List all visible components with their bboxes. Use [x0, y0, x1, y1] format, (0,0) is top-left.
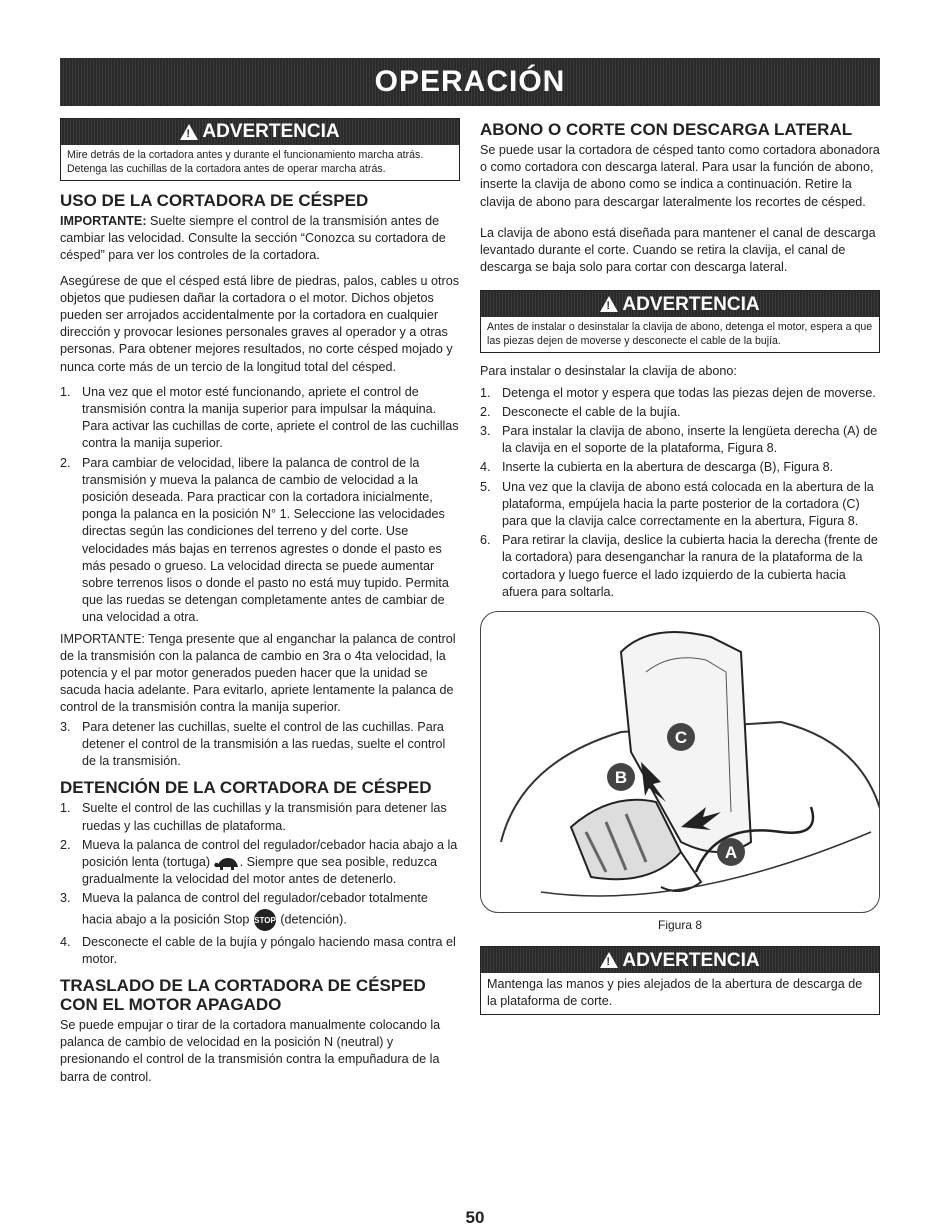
warning-box-discharge	[480, 946, 880, 1015]
right-column	[480, 118, 880, 1025]
list-item: 4. Inserte la cubierta en la abertura de descarga (B), Figura 8.	[480, 460, 834, 475]
warning-text: Mantenga las manos y pies alejados de la abertura de descarga de la plataforma de corte.	[487, 977, 863, 1009]
numbered-list	[60, 719, 460, 771]
warning-triangle-icon	[600, 952, 618, 968]
list-item: 3. Mueva la palanca de control del regulador/cebador totalmente hacia abajo a la posición Stop STOP (detención).	[60, 890, 460, 931]
warning-label: ADVERTENCIA	[622, 949, 760, 971]
mulch-plug-drawing	[481, 612, 880, 912]
important-text: Suelte siempre el control de la transmisión antes de cambiar las velocidad. Consulte la sección “Conozca su cortadora de césped” para ver los controles de la cortadora.	[60, 214, 446, 263]
warning-text: Antes de instalar o desinstalar la clavija de abono, detenga el motor, espera a que las piezas dejen de moverse y desconecte el cable de la bujía.	[487, 321, 873, 348]
list-item: 2. Mueva la palanca de control del regulador/cebador hacia abajo a la posición lenta (tortuga) . Siempre que sea posible, reduzca gradualmente la velocidad del motor antes de detenerlo.	[60, 837, 458, 887]
list-item: 3. Para detener las cuchillas, suelte el control de las cuchillas. Para detener el control de la transmisión a las ruedas, suelte el control de la transmisión.	[60, 719, 446, 769]
list-item: 1. Suelte el control de las cuchillas y la transmisión para detener las ruedas y las cuchillas de plataforma.	[60, 801, 447, 833]
list-item: 1. Una vez que el motor esté funcionando, apriete el control de transmisión contra la manija superior para impulsar la máquina. Para activar las cuchillas de corte, apriete el control de las cuchillas contra la manija superior.	[60, 384, 459, 451]
warning-header	[61, 119, 459, 145]
figure-label-b: B	[614, 768, 628, 788]
important-label: IMPORTANTE:	[60, 214, 147, 228]
warning-label: ADVERTENCIA	[622, 293, 760, 315]
paragraph: Se puede usar la cortadora de césped tanto como cortadora abonadora o como cortadora con descarga lateral. Para usar la función de abono, inserte la clavija de abono como se indica a continuación. Retire la clavija de abono para descargar lateralmente los recortes de césped.	[480, 143, 880, 209]
warning-header	[481, 291, 879, 317]
paragraph: Se puede empujar o tirar de la cortadora manualmente colocando la palanca de cambio de velocidad en la posición N (neutral) y presionando el control de la transmisión contra la empuñadura de la barra de control.	[60, 1017, 441, 1084]
warning-triangle-icon	[180, 124, 198, 140]
page-number: 50	[465, 1208, 485, 1227]
warning-label: ADVERTENCIA	[202, 121, 340, 143]
numbered-list	[60, 384, 460, 627]
list-item: 5. Una vez que la clavija de abono está colocada en la abertura de la plataforma, empújela hacia la parte posterior de la cortadora (C) para que la clavija calce correctamente en la abertura, Figura 8.	[480, 479, 874, 529]
numbered-list	[60, 800, 460, 968]
section-heading-detencion: DETENCIÓN DE LA CORTADORA DE CÉSPED	[60, 778, 432, 798]
warning-text: Mire detrás de la cortadora antes y durante el funcionamiento marcha atrás. Detenga las cuchillas de la cortadora antes de operar marcha atrás.	[67, 149, 424, 175]
list-item: 6. Para retirar la clavija, deslice la cubierta hacia la derecha (frente de la cortadora) para desenganchar la ranura de la plataforma de la cortadora y luego fuerce el lado izquierdo de la cubierta hacia afuera para soltarla.	[480, 533, 878, 599]
paragraph: IMPORTANTE: Tenga presente que al enganchar la palanca de control de la transmisión con la palanca de cambio en 3ra o 4ta velocidad, la potencia y el par motor generados pueden hacer que la unidad se sacuda hacia adelante. Para evitarlo, apriete lentamente la palanca de control de la transmisión contra la manija superior.	[60, 631, 456, 715]
list-item: 3. Para instalar la clavija de abono, inserte la lengüeta derecha (A) de la clavija en el soporte de la plataforma, Figura 8.	[480, 424, 878, 456]
list-item: 1. Detenga el motor y espera que todas las piezas dejen de moverse.	[480, 385, 876, 400]
figure-label-a: A	[724, 843, 738, 863]
warning-box-mulch	[480, 290, 880, 353]
paragraph: La clavija de abono está diseñada para mantener el canal de descarga levantado durante el corte. Cuando se retira la clavija, el canal de descarga se baja solo para cortar con descarga lateral.	[480, 225, 876, 275]
warning-box-reverse	[60, 118, 460, 181]
warning-header	[481, 947, 879, 973]
figure-8-illustration	[480, 611, 880, 913]
paragraph	[60, 213, 460, 265]
section-heading-traslado: TRASLADO DE LA CORTADORA DE CÉSPED CON EL MOTOR APAGADO	[60, 975, 426, 1014]
figure-label-c: C	[674, 728, 688, 748]
left-column	[60, 118, 460, 1094]
list-item: 2. Para cambiar de velocidad, libere la palanca de control de la transmisión y mueva la palanca de cambio de velocidad a la posición deseada. Para practicar con la cortadora inicialmente, ponga la palanca en la posición N° 1. Seleccione las velocidades directas según las condiciones del terreno y del corte. Use velocidades más bajas en terrenos agrestes o donde el pasto es más pesado o grueso. La velocidad directa se puede aumentar sobre terrenos lisos o donde el pasto no está muy tupido. Permita que las ruedas se detengan completamente antes de cambiar de una velocidad a otra.	[60, 455, 449, 625]
list-item: 2. Desconecte el cable de la bujía.	[480, 404, 681, 419]
stop-icon	[253, 908, 277, 932]
list-item: 4. Desconecte el cable de la bujía y póngalo haciendo masa contra el motor.	[60, 934, 456, 966]
turtle-icon	[214, 856, 240, 870]
figure-caption: Figura 8	[657, 918, 703, 933]
numbered-list	[480, 385, 880, 601]
page-title: OPERACIÓN	[374, 65, 566, 98]
paragraph: Asegúrese de que el césped está libre de piedras, palos, cables u otros objetos que pudiesen dañar la cortadora o el motor. Dichos objetos pueden ser arrojados accidentalmente por la cortadora en cualquier dirección y provocar lesiones personales graves al operador y a otras personas. Para obtener mejores resultados, no corte césped mojado y nunca corte más de un tercio de la longitud total del césped.	[60, 273, 460, 374]
section-heading-abono: ABONO O CORTE CON DESCARGA LATERAL	[480, 120, 853, 139]
section-heading-uso: USO DE LA CORTADORA DE CÉSPED	[60, 191, 369, 210]
paragraph: Para instalar o desinstalar la clavija de abono:	[480, 364, 737, 379]
warning-triangle-icon	[600, 296, 618, 312]
section-banner	[60, 58, 880, 106]
svg-text:STOP: STOP	[254, 915, 276, 925]
